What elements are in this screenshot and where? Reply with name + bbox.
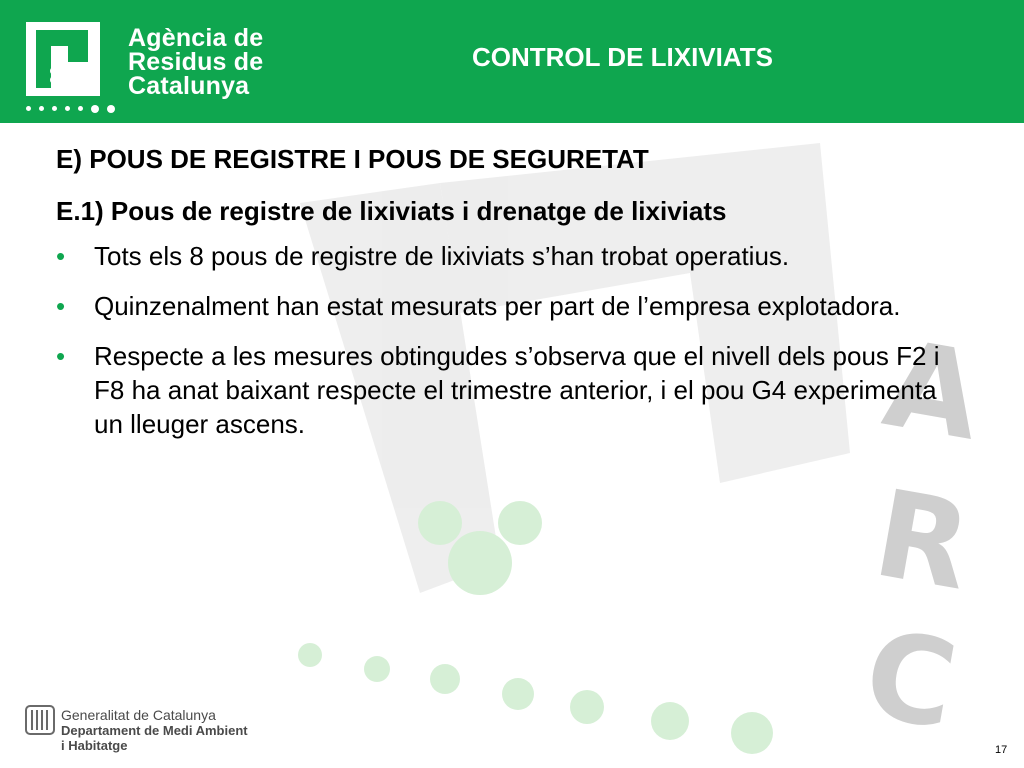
bullet-text: Respecte a les mesures obtingudes s’observa que el nivell dels pous F2 i F8 ha anat baixant respecte el trimestre anterior, i el pou G4 experimenta un lleuger ascens.	[94, 341, 940, 439]
bullet-icon: •	[56, 341, 66, 371]
bullet-text: Tots els 8 pous de registre de lixiviats s’han trobat operatius.	[94, 241, 790, 271]
bullet-icon: •	[56, 291, 66, 321]
agency-line: Residus de	[128, 48, 264, 76]
footer-line: Generalitat de Catalunya	[61, 707, 216, 723]
slide-header	[0, 0, 1024, 123]
bullet-item	[56, 289, 966, 323]
page-number: 17	[995, 744, 1008, 756]
watermark-letter: R	[864, 464, 981, 618]
agency-line: Agència de	[128, 24, 264, 52]
footer-line: i Habitatge	[61, 738, 128, 753]
agency-name	[128, 26, 263, 98]
arc-logo-icon	[26, 22, 100, 96]
slide-content	[56, 143, 966, 457]
footer-line: Departament de Medi Ambient	[61, 723, 248, 738]
footer-institution	[61, 708, 248, 753]
generalitat-emblem-icon	[25, 705, 55, 735]
watermark-letter: A	[874, 314, 991, 468]
bullet-item	[56, 339, 966, 441]
watermark-letter: C	[854, 604, 966, 757]
bullet-text: Quinzenalment han estat mesurats per part de l’empresa explotadora.	[94, 291, 901, 321]
bullet-list	[56, 239, 966, 441]
slide-title: CONTROL DE LIXIVIATS	[472, 42, 773, 72]
bullet-item	[56, 239, 966, 273]
agency-line: Catalunya	[128, 72, 250, 100]
logo-dots-icon	[26, 100, 123, 112]
bullet-icon: •	[56, 241, 66, 271]
section-heading: E) POUS DE REGISTRE I POUS DE SEGURETAT	[56, 144, 649, 174]
subsection-heading: E.1) Pous de registre de lixiviats i drenatge de lixiviats	[56, 196, 727, 226]
